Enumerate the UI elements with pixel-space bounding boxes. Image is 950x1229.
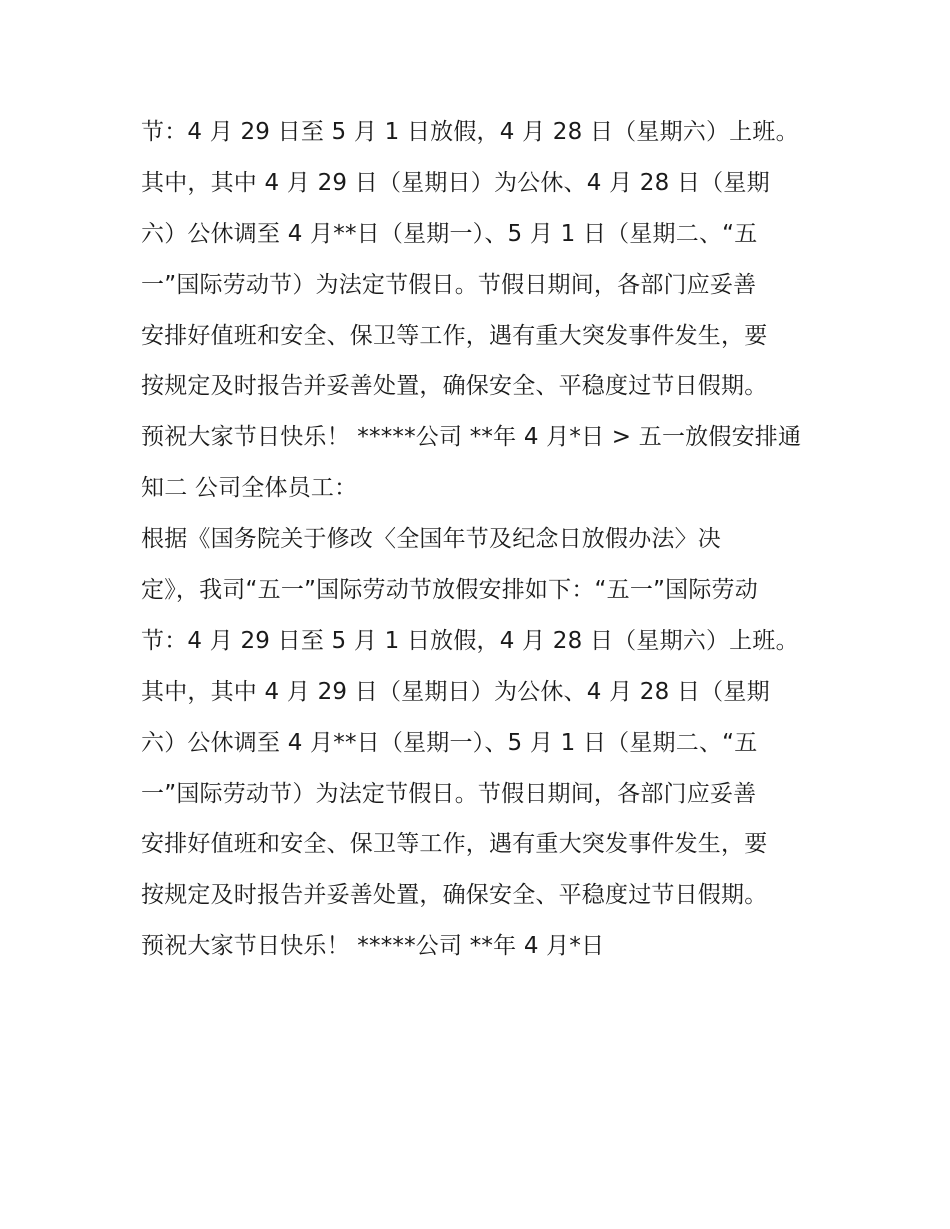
text-line: 六）公休调至 4 月**日（星期一）、5 月 1 日（星期二、“五 bbox=[141, 220, 758, 247]
text-line: 其中，其中 4 月 29 日（星期日）为公休、4 月 28 日（星期 bbox=[141, 169, 770, 196]
text-line: 根据《国务院关于修改〈全国年节及纪念日放假办法〉决 bbox=[141, 526, 721, 553]
text-line: 一”国际劳动节）为法定节假日。节假日期间，各部门应妥善 bbox=[141, 271, 757, 298]
text-line: 节：4 月 29 日至 5 月 1 日放假，4 月 28 日（星期六）上班。 bbox=[141, 627, 799, 654]
text-line: 知二 公司全体员工： bbox=[141, 475, 358, 502]
text-line: 安排好值班和安全、保卫等工作，遇有重大突发事件发生，要 bbox=[141, 831, 768, 858]
text-line: 其中，其中 4 月 29 日（星期日）为公休、4 月 28 日（星期 bbox=[141, 678, 770, 705]
text-line: 预祝大家节日快乐！ *****公司 **年 4 月*日 > 五一放假安排通 bbox=[141, 424, 802, 451]
text-line: 按规定及时报告并妥善处置，确保安全、平稳度过节日假期。 bbox=[141, 882, 768, 909]
text-line: 节：4 月 29 日至 5 月 1 日放假，4 月 28 日（星期六）上班。 bbox=[141, 119, 799, 145]
text-line: 预祝大家节日快乐！ *****公司 **年 4 月*日 bbox=[141, 933, 605, 960]
text-line: 六）公休调至 4 月**日（星期一）、5 月 1 日（星期二、“五 bbox=[141, 729, 758, 756]
text-line: 定》，我司“五一”国际劳动节放假安排如下：“五一”国际劳动 bbox=[141, 577, 758, 604]
document-body bbox=[141, 107, 831, 972]
text-line: 一”国际劳动节）为法定节假日。节假日期间，各部门应妥善 bbox=[141, 780, 757, 807]
text-line: 按规定及时报告并妥善处置，确保安全、平稳度过节日假期。 bbox=[141, 373, 768, 400]
text-line: 安排好值班和安全、保卫等工作，遇有重大突发事件发生，要 bbox=[141, 322, 768, 349]
